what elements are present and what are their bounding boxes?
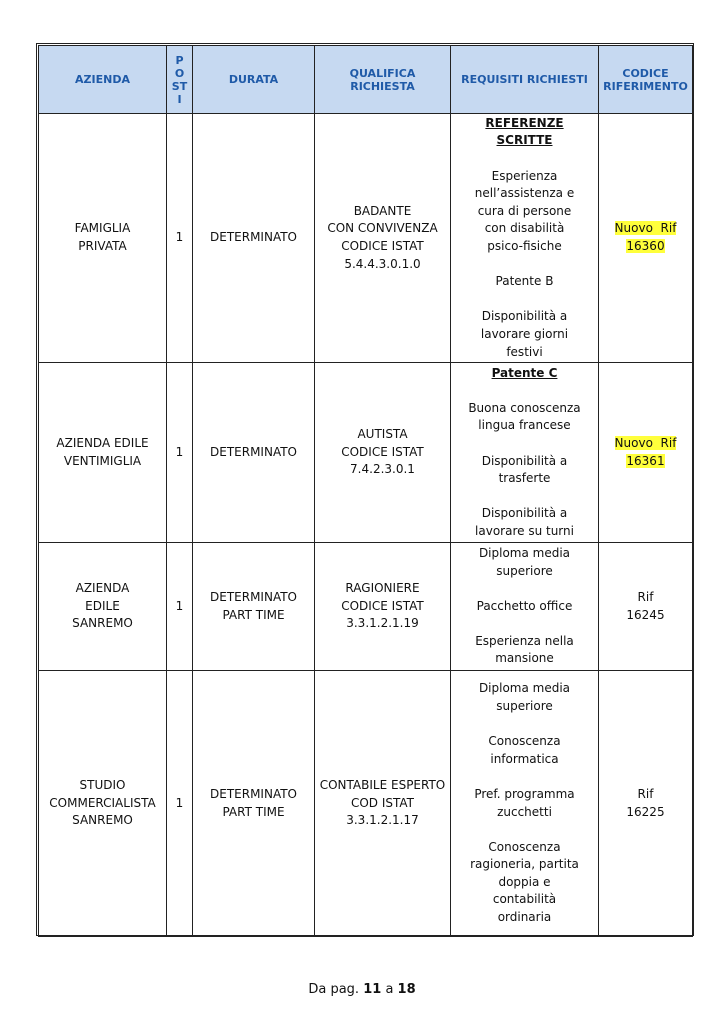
cell-posti: 1: [167, 363, 193, 543]
qualifica-line: 5.4.4.3.0.1.0: [344, 256, 421, 271]
cell-requisiti: [451, 363, 599, 543]
codice-line: Rif: [637, 786, 654, 801]
azienda-line: STUDIO: [79, 778, 126, 793]
requisiti-spacer: [453, 382, 596, 400]
requisiti-heading: SCRITTE: [496, 133, 553, 148]
requisiti-line: ragioneria, partita: [470, 857, 579, 872]
requisiti-line: Buona conoscenza: [468, 400, 581, 415]
footer-page-to: 18: [397, 982, 416, 997]
requisiti-line: informatica: [490, 751, 559, 766]
qualifica-line: COD ISTAT: [350, 795, 415, 810]
codice-line-wrap: [601, 589, 690, 607]
cell-durata: [193, 671, 315, 937]
requisiti-line: trasferte: [498, 471, 551, 486]
requisiti-line: superiore: [496, 563, 553, 578]
cell-requisiti: [451, 671, 599, 937]
requisiti-line: festivi: [506, 344, 543, 359]
cell-durata: [193, 114, 315, 363]
requisiti-spacer: [453, 256, 596, 274]
requisiti-spacer: [453, 150, 596, 168]
qualifica-line: BADANTE: [353, 203, 412, 218]
table-row: [39, 114, 693, 363]
footer-page-from: 11: [363, 982, 382, 997]
job-offers-table: [38, 45, 693, 937]
requisiti-spacer: [453, 435, 596, 453]
cell-posti: 1: [167, 671, 193, 937]
cell-azienda: [39, 363, 167, 543]
cell-qualifica: [315, 363, 451, 543]
requisiti-line: psico-fisiche: [487, 239, 562, 253]
cell-durata: [193, 363, 315, 543]
qualifica-line: CODICE ISTAT: [341, 444, 424, 459]
durata-line: PART TIME: [222, 607, 285, 622]
cell-posti: 1: [167, 543, 193, 671]
requisiti-line: lavorare giorni: [480, 326, 569, 341]
qualifica-line: 3.3.1.2.1.19: [346, 616, 419, 631]
requisiti-heading: Patente C: [491, 365, 558, 380]
codice-line-wrap: [601, 220, 690, 238]
header-posti-letter: O: [174, 66, 185, 80]
requisiti-spacer: [453, 768, 596, 786]
requisiti-heading: REFERENZE: [485, 115, 564, 130]
header-qualifica: QUALIFICA RICHIESTA: [315, 46, 451, 114]
codice-line-wrap: [601, 786, 690, 804]
requisiti-spacer: [453, 580, 596, 598]
durata-line: DETERMINATO: [210, 230, 297, 245]
requisiti-line: Pacchetto office: [476, 598, 573, 613]
qualifica-line: 3.3.1.2.1.17: [346, 813, 419, 828]
header-codice: [599, 46, 693, 114]
requisiti-line: mansione: [495, 651, 554, 666]
requisiti-line: Disponibilità a: [481, 506, 568, 521]
cell-durata: [193, 543, 315, 671]
azienda-line: COMMERCIALISTA: [49, 795, 156, 810]
header-codice-line: CODICE: [622, 66, 669, 80]
requisiti-line: Disponibilità a: [481, 453, 568, 468]
cell-qualifica: [315, 543, 451, 671]
cell-azienda: [39, 543, 167, 671]
requisiti-line: contabilità: [492, 892, 557, 907]
requisiti-spacer: [453, 291, 596, 309]
header-posti-letter: ST: [171, 79, 188, 93]
durata-line: DETERMINATO: [210, 786, 297, 801]
codice-line: 16245: [626, 607, 665, 622]
azienda-line: EDILE: [85, 598, 120, 613]
codice-line: 16360: [626, 239, 665, 253]
codice-line: 16361: [626, 453, 665, 468]
codice-line-wrap: [601, 453, 690, 471]
qualifica-line: CODICE ISTAT: [341, 239, 424, 253]
azienda-line: SANREMO: [72, 616, 133, 631]
requisiti-line: Disponibilità a: [481, 309, 568, 324]
table-row: [39, 363, 693, 543]
requisiti-line: Esperienza: [491, 168, 558, 183]
qualifica-line: RAGIONIERE: [345, 581, 420, 596]
codice-line: 16225: [626, 804, 665, 819]
requisiti-line: Conoscenza: [488, 734, 561, 749]
requisiti-spacer: [453, 615, 596, 633]
requisiti-line: Pref. programma: [474, 786, 575, 801]
qualifica-line: CON CONVIVENZA: [327, 221, 438, 236]
cell-posti: 1: [167, 114, 193, 363]
azienda-line: AZIENDA: [75, 581, 130, 596]
header-posti-letter: P: [175, 53, 184, 67]
cell-azienda: [39, 114, 167, 363]
header-durata: DURATA: [193, 46, 315, 114]
requisiti-spacer: [453, 488, 596, 506]
cell-codice: [599, 543, 693, 671]
header-azienda: AZIENDA: [39, 46, 167, 114]
requisiti-line: Conoscenza: [488, 839, 561, 854]
codice-line-wrap: [601, 238, 690, 256]
cell-codice: [599, 671, 693, 937]
cell-requisiti: [451, 543, 599, 671]
durata-line: DETERMINATO: [210, 444, 297, 459]
table-row: [39, 543, 693, 671]
cell-azienda: [39, 671, 167, 937]
requisiti-line: zucchetti: [497, 804, 552, 819]
header-row: [39, 46, 693, 114]
header-posti-letter: I: [177, 92, 182, 106]
requisiti-spacer: [453, 821, 596, 839]
cell-codice: [599, 363, 693, 543]
azienda-line: PRIVATA: [78, 239, 127, 253]
azienda-line: VENTIMIGLIA: [63, 453, 142, 468]
requisiti-spacer: [453, 716, 596, 734]
requisiti-line: Diploma media: [478, 681, 571, 696]
header-codice-line: RIFERIMENTO: [603, 79, 688, 93]
cell-codice: [599, 114, 693, 363]
header-posti: [167, 46, 193, 114]
requisiti-line: con disabilità: [484, 221, 565, 236]
requisiti-line: superiore: [496, 698, 553, 713]
codice-line: Nuovo Rif: [614, 435, 677, 450]
qualifica-line: CONTABILE ESPERTO: [319, 778, 446, 793]
azienda-line: SANREMO: [72, 813, 133, 828]
footer-prefix: Da pag.: [308, 982, 360, 997]
azienda-line: FAMIGLIA: [74, 221, 131, 236]
codice-line-wrap: [601, 607, 690, 625]
qualifica-line: 7.4.2.3.0.1: [350, 462, 415, 477]
codice-line-wrap: [601, 435, 690, 453]
requisiti-line: nell’assistenza e: [474, 186, 575, 201]
azienda-line: AZIENDA EDILE: [56, 435, 149, 450]
codice-line-wrap: [601, 804, 690, 822]
cell-qualifica: [315, 671, 451, 937]
requisiti-line: cura di persone: [477, 203, 572, 218]
requisiti-line: ordinaria: [497, 910, 552, 925]
qualifica-line: AUTISTA: [357, 427, 408, 442]
codice-line: Rif: [637, 589, 654, 604]
durata-line: PART TIME: [222, 804, 285, 819]
table-row: [39, 671, 693, 937]
job-offers-sheet: [36, 43, 694, 936]
requisiti-line: Patente B: [495, 274, 554, 289]
durata-line: DETERMINATO: [210, 589, 297, 604]
requisiti-line: lavorare su turni: [475, 523, 574, 538]
cell-qualifica: [315, 114, 451, 363]
footer-middle: a: [385, 982, 394, 997]
page-footer: [0, 982, 724, 997]
requisiti-line: lingua francese: [478, 418, 571, 433]
requisiti-line: doppia e: [498, 874, 551, 889]
requisiti-line: Esperienza nella: [475, 633, 574, 648]
header-requisiti: REQUISITI RICHIESTI: [451, 46, 599, 114]
codice-line: Nuovo Rif: [614, 221, 677, 236]
cell-requisiti: [451, 114, 599, 363]
requisiti-line: Diploma media: [478, 545, 571, 560]
qualifica-line: CODICE ISTAT: [341, 598, 424, 613]
